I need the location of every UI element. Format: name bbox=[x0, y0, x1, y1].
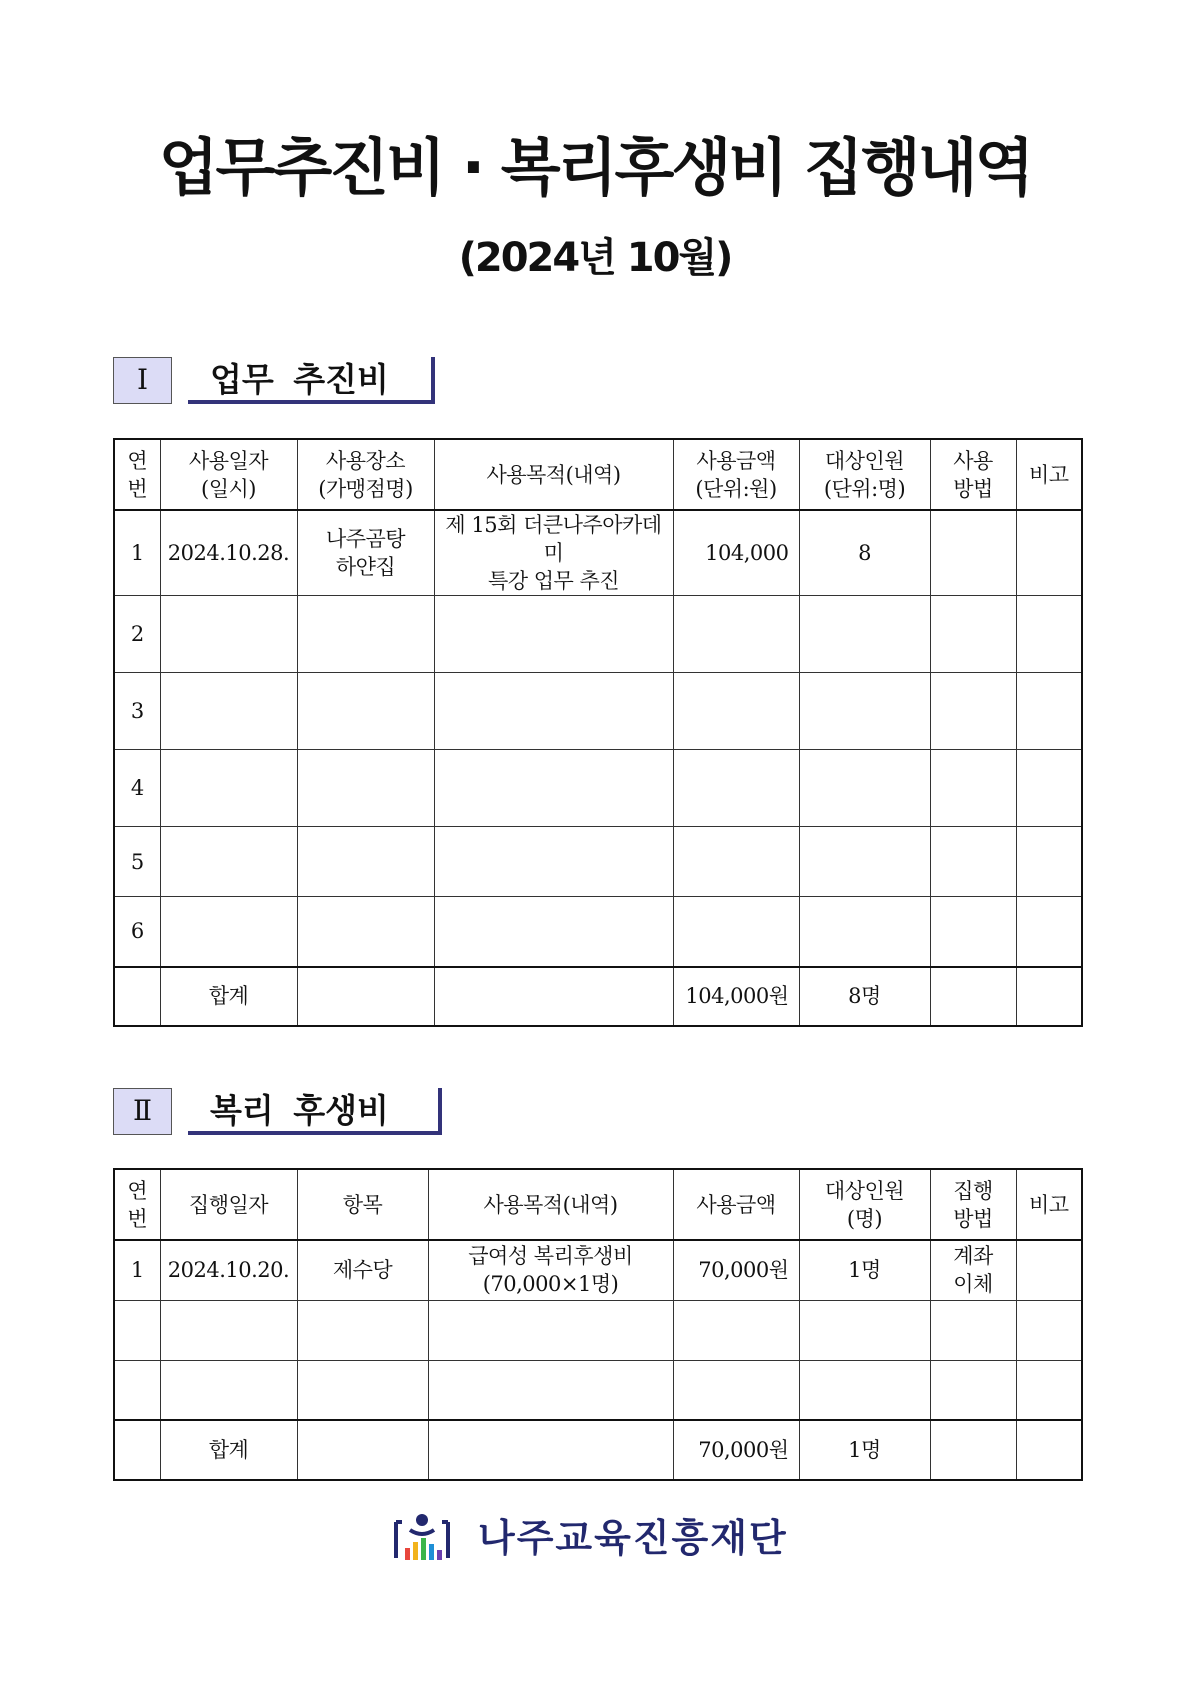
table-row-cell: 3 bbox=[114, 673, 160, 750]
table-row-cell bbox=[673, 897, 799, 967]
table-row-cell bbox=[1016, 510, 1082, 596]
table-row-cell: 제수당 bbox=[297, 1240, 428, 1300]
foundation-logo-icon bbox=[392, 1510, 452, 1566]
header-row-cell: 대상인원 (명) bbox=[799, 1169, 930, 1240]
table-row-cell bbox=[428, 1300, 673, 1360]
section2-number: Ⅱ bbox=[113, 1088, 172, 1135]
table-row-cell bbox=[160, 897, 297, 967]
table-row-cell bbox=[799, 596, 930, 673]
table-row-cell: 2024.10.20. bbox=[160, 1240, 297, 1300]
table-row-cell: 2024.10.28. bbox=[160, 510, 297, 596]
header-row-cell: 사용목적(내역) bbox=[428, 1169, 673, 1240]
header-row-cell: 사용금액 bbox=[673, 1169, 799, 1240]
total-row-cell: 합계 bbox=[160, 967, 297, 1026]
table-row-cell bbox=[673, 827, 799, 897]
table-row-cell: 104,000 bbox=[673, 510, 799, 596]
table-row-cell: 8 bbox=[799, 510, 930, 596]
table-row-cell bbox=[930, 897, 1016, 967]
total-row-cell bbox=[428, 1420, 673, 1480]
header-row-cell: 집행일자 bbox=[160, 1169, 297, 1240]
table-row-cell bbox=[1016, 1240, 1082, 1300]
table-row-cell bbox=[1016, 673, 1082, 750]
table-row bbox=[114, 827, 1082, 897]
table-row-cell: 제 15회 더큰나주아카데미 특강 업무 추진 bbox=[434, 510, 673, 596]
table-row-cell bbox=[160, 673, 297, 750]
table-row-cell bbox=[1016, 596, 1082, 673]
table-row-cell bbox=[673, 750, 799, 827]
table-row-cell bbox=[160, 596, 297, 673]
table-row-cell bbox=[799, 827, 930, 897]
table-row-cell: 70,000원 bbox=[673, 1240, 799, 1300]
total-row-cell bbox=[297, 967, 434, 1026]
total-row bbox=[114, 1420, 1082, 1480]
table-row-cell: 2 bbox=[114, 596, 160, 673]
total-row-cell bbox=[930, 967, 1016, 1026]
business-expense-table bbox=[113, 438, 1083, 1027]
total-row-cell bbox=[297, 1420, 428, 1480]
table-row-cell bbox=[673, 673, 799, 750]
table-row-cell: 5 bbox=[114, 827, 160, 897]
total-row-cell bbox=[434, 967, 673, 1026]
table-row-cell bbox=[930, 673, 1016, 750]
welfare-expense-table bbox=[113, 1168, 1083, 1481]
header-row-cell: 대상인원 (단위:명) bbox=[799, 439, 930, 510]
table-row bbox=[114, 596, 1082, 673]
table-row-cell bbox=[114, 1300, 160, 1360]
table-row-cell bbox=[297, 596, 434, 673]
table-row-cell bbox=[297, 827, 434, 897]
table-row-cell: 나주곰탕 하얀집 bbox=[297, 510, 434, 596]
table-row-cell bbox=[930, 1300, 1016, 1360]
table-row-cell bbox=[434, 827, 673, 897]
table-row-cell: 계좌 이체 bbox=[930, 1240, 1016, 1300]
table-row-cell bbox=[799, 1300, 930, 1360]
table-row-cell bbox=[297, 1360, 428, 1420]
table-row-cell bbox=[114, 1360, 160, 1420]
table-row-cell bbox=[434, 596, 673, 673]
table-row-cell bbox=[1016, 897, 1082, 967]
table-row-cell bbox=[1016, 1360, 1082, 1420]
total-row-cell bbox=[114, 967, 160, 1026]
header-row bbox=[114, 439, 1082, 510]
total-row-cell: 70,000원 bbox=[673, 1420, 799, 1480]
table-row bbox=[114, 897, 1082, 967]
header-row-cell: 사용장소 (가맹점명) bbox=[297, 439, 434, 510]
table-row-cell bbox=[930, 1360, 1016, 1420]
table-row-cell bbox=[673, 1300, 799, 1360]
table-row bbox=[114, 750, 1082, 827]
header-row-cell: 사용금액 (단위:원) bbox=[673, 439, 799, 510]
table-row-cell bbox=[434, 897, 673, 967]
header-row bbox=[114, 1169, 1082, 1240]
table-row-cell: 1 bbox=[114, 510, 160, 596]
table-row-cell bbox=[434, 673, 673, 750]
total-row-cell: 합계 bbox=[160, 1420, 297, 1480]
header-row-cell: 연 번 bbox=[114, 439, 160, 510]
table-row bbox=[114, 673, 1082, 750]
table-row-cell bbox=[1016, 1300, 1082, 1360]
table-row-cell bbox=[799, 1360, 930, 1420]
header-row-cell: 연 번 bbox=[114, 1169, 160, 1240]
table-row-cell bbox=[673, 1360, 799, 1420]
document-subtitle: (2024년 10월) bbox=[458, 235, 732, 281]
header-row-cell: 사용 방법 bbox=[930, 439, 1016, 510]
table-row bbox=[114, 1360, 1082, 1420]
total-row-cell bbox=[1016, 967, 1082, 1026]
header-row-cell: 집행 방법 bbox=[930, 1169, 1016, 1240]
section2-title: 복리 후생비 bbox=[210, 1091, 389, 1130]
table-row bbox=[114, 510, 1082, 596]
table-row-cell: 4 bbox=[114, 750, 160, 827]
table-row bbox=[114, 1300, 1082, 1360]
header-row-cell: 비고 bbox=[1016, 1169, 1082, 1240]
table-row-cell bbox=[930, 750, 1016, 827]
table-row-cell bbox=[930, 827, 1016, 897]
table-row-cell bbox=[1016, 827, 1082, 897]
table-row-cell bbox=[930, 510, 1016, 596]
table-row-cell bbox=[434, 750, 673, 827]
total-row-cell bbox=[1016, 1420, 1082, 1480]
table-row-cell bbox=[799, 750, 930, 827]
table-row-cell bbox=[799, 673, 930, 750]
header-row-cell: 사용일자 (일시) bbox=[160, 439, 297, 510]
table-row-cell: 급여성 복리후생비 (70,000×1명) bbox=[428, 1240, 673, 1300]
table-row-cell bbox=[160, 827, 297, 897]
total-row-cell: 1명 bbox=[799, 1420, 930, 1480]
total-row-cell: 8명 bbox=[799, 967, 930, 1026]
table-row-cell bbox=[297, 897, 434, 967]
table-row-cell bbox=[673, 596, 799, 673]
table-row-cell bbox=[297, 750, 434, 827]
header-row-cell: 비고 bbox=[1016, 439, 1082, 510]
table-row-cell bbox=[297, 673, 434, 750]
table-row-cell bbox=[160, 1300, 297, 1360]
table-row-cell bbox=[160, 750, 297, 827]
table-row-cell bbox=[930, 596, 1016, 673]
section1-number: Ⅰ bbox=[113, 357, 172, 404]
header-row-cell: 항목 bbox=[297, 1169, 428, 1240]
header-row-cell: 사용목적(내역) bbox=[434, 439, 673, 510]
section1-title: 업무 추진비 bbox=[210, 360, 389, 399]
table-row-cell bbox=[1016, 750, 1082, 827]
table-row-cell: 6 bbox=[114, 897, 160, 967]
table-row-cell bbox=[799, 897, 930, 967]
total-row-cell bbox=[930, 1420, 1016, 1480]
foundation-name: 나주교육진흥재단 bbox=[478, 1516, 788, 1560]
table-row-cell: 1 bbox=[114, 1240, 160, 1300]
total-row-cell bbox=[114, 1420, 160, 1480]
table-row-cell bbox=[297, 1300, 428, 1360]
total-row bbox=[114, 967, 1082, 1026]
table-row-cell bbox=[160, 1360, 297, 1420]
document-title: 업무추진비 · 복리후생비 집행내역 bbox=[158, 131, 1032, 204]
total-row-cell: 104,000원 bbox=[673, 967, 799, 1026]
table-row-cell bbox=[428, 1360, 673, 1420]
table-row-cell: 1명 bbox=[799, 1240, 930, 1300]
table-row bbox=[114, 1240, 1082, 1300]
